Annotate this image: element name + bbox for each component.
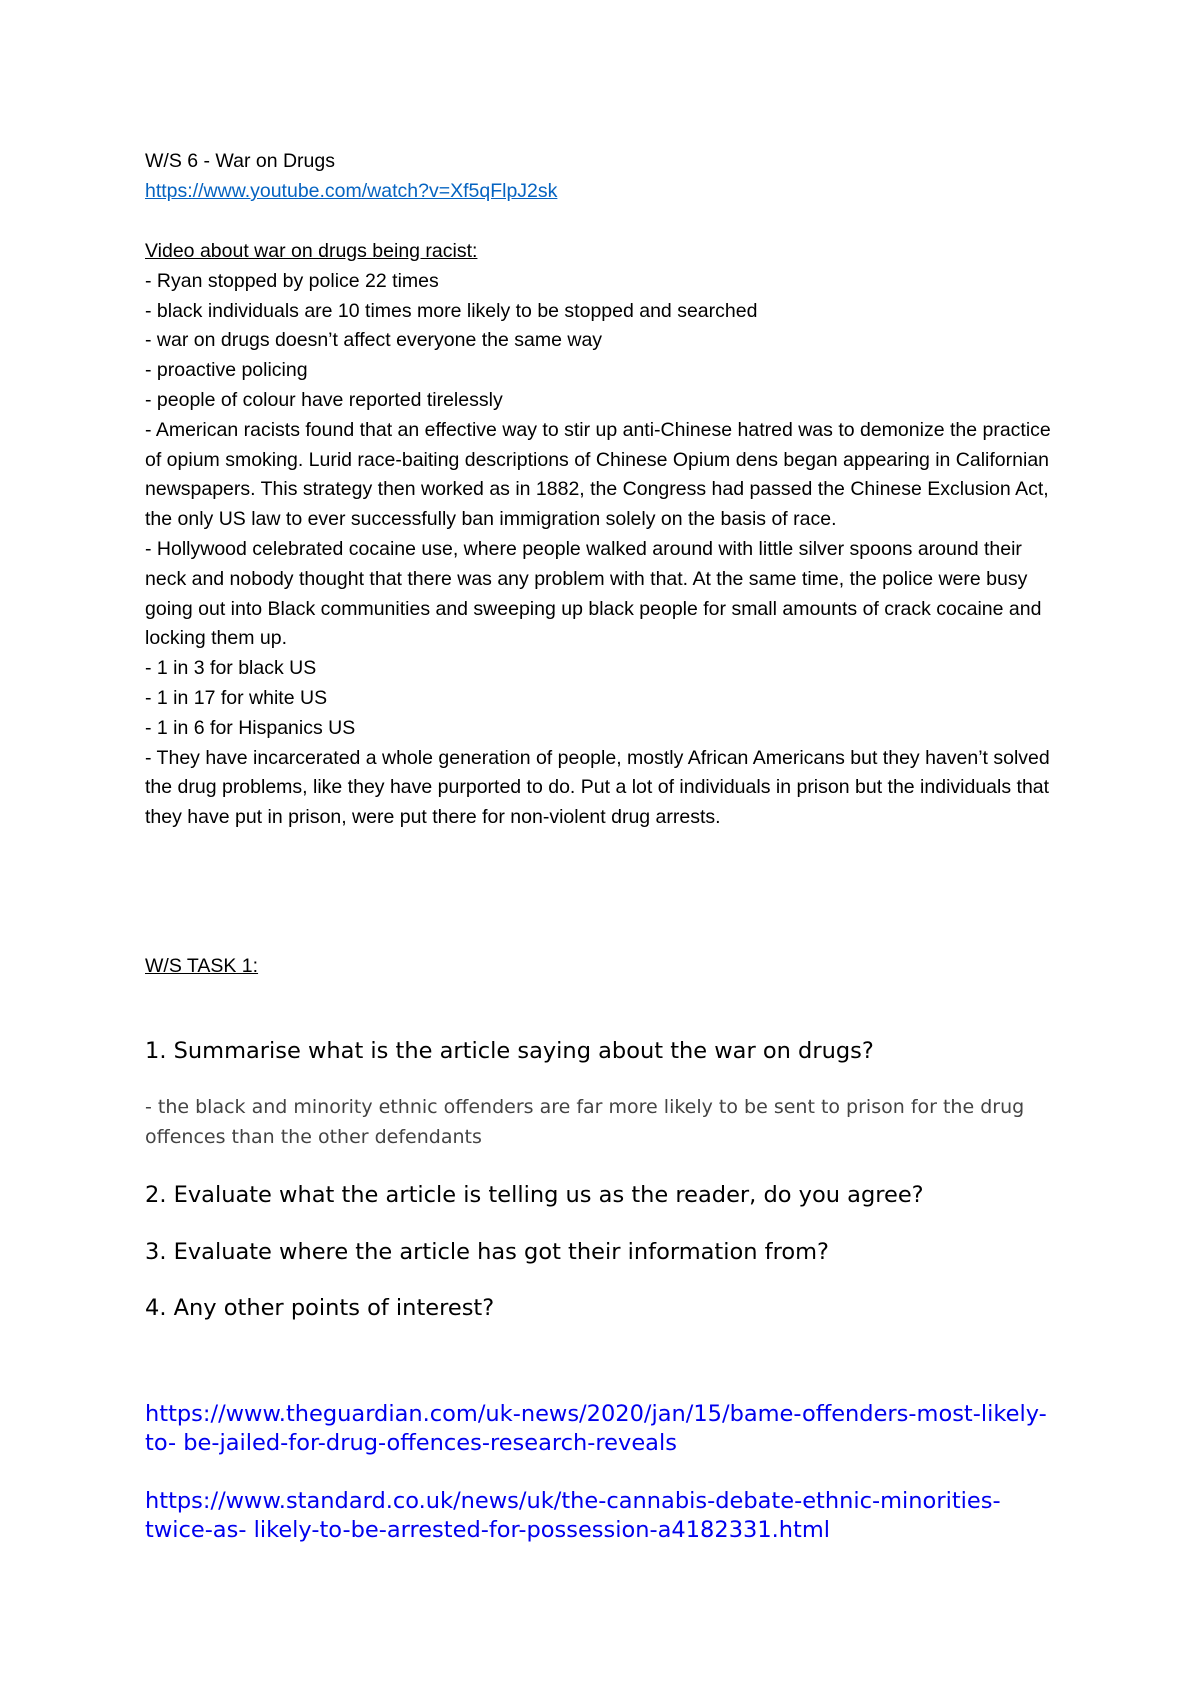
- note-item: - 1 in 3 for black US: [145, 657, 317, 680]
- notes-list: [145, 267, 1065, 833]
- notes-heading: Video about war on drugs being racist:: [145, 240, 478, 262]
- note-item: - black individuals are 10 times more likely to be stopped and searched: [145, 299, 758, 322]
- question-4: 4. Any other points of interest?: [145, 1295, 495, 1321]
- note-item: - They have incarcerated a whole generation of people, mostly African Americans but they haven’t solved the drug problems, like they have purported to do. Put a lot of individuals in prison but the individuals that they have put in prison, were put there for non-violent drug arrests.: [145, 746, 1050, 829]
- note-item: - war on drugs doesn’t affect everyone the same way: [145, 329, 603, 352]
- note-item: - Hollywood celebrated cocaine use, where people walked around with little silver spoons around their neck and nobody thought that there was any problem with that. At the same time, the police were busy going out into Black communities and sweeping up black people for small amounts of crack cocaine and locking them up.: [145, 537, 1042, 650]
- answer-1: - the black and minority ethnic offenders are far more likely to be sent to prison for the drug offences than the other defendants: [145, 1096, 1025, 1148]
- task-heading: W/S TASK 1:: [145, 955, 259, 977]
- question-2: 2. Evaluate what the article is telling us as the reader, do you agree?: [145, 1182, 924, 1208]
- note-item: - people of colour have reported tirelessly: [145, 388, 503, 411]
- note-item: - American racists found that an effective way to stir up anti-Chinese hatred was to demonize the practice of opium smoking. Lurid race-baiting descriptions of Chinese Opium dens began appearing in Californian newspapers. This strategy then worked as in 1882, the Congress had passed the Chinese Exclusion Act, the only US law to ever successfully ban immigration solely on the basis of race.: [145, 418, 1051, 531]
- note-item: - Ryan stopped by police 22 times: [145, 269, 439, 292]
- note-item: - 1 in 6 for Hispanics US: [145, 716, 356, 739]
- question-1: 1. Summarise what is the article saying about the war on drugs?: [145, 1038, 874, 1064]
- note-item: - 1 in 17 for white US: [145, 686, 328, 709]
- guardian-article-link[interactable]: https://www.theguardian.com/uk-news/2020/jan/15/bame-offenders-most-likely-to- be-jailed-for-drug-offences-research-reveals: [145, 1401, 1047, 1456]
- document-title: W/S 6 - War on Drugs: [145, 150, 335, 172]
- youtube-link[interactable]: https://www.youtube.com/watch?v=Xf5qFlpJ2sk: [145, 180, 558, 202]
- question-3: 3. Evaluate where the article has got their information from?: [145, 1239, 829, 1265]
- note-item: - proactive policing: [145, 359, 308, 382]
- standard-article-link[interactable]: https://www.standard.co.uk/news/uk/the-cannabis-debate-ethnic-minorities-twice-as- likely-to-be-arrested-for-possession-a4182331.html: [145, 1488, 1001, 1543]
- video-notes: [145, 237, 1065, 833]
